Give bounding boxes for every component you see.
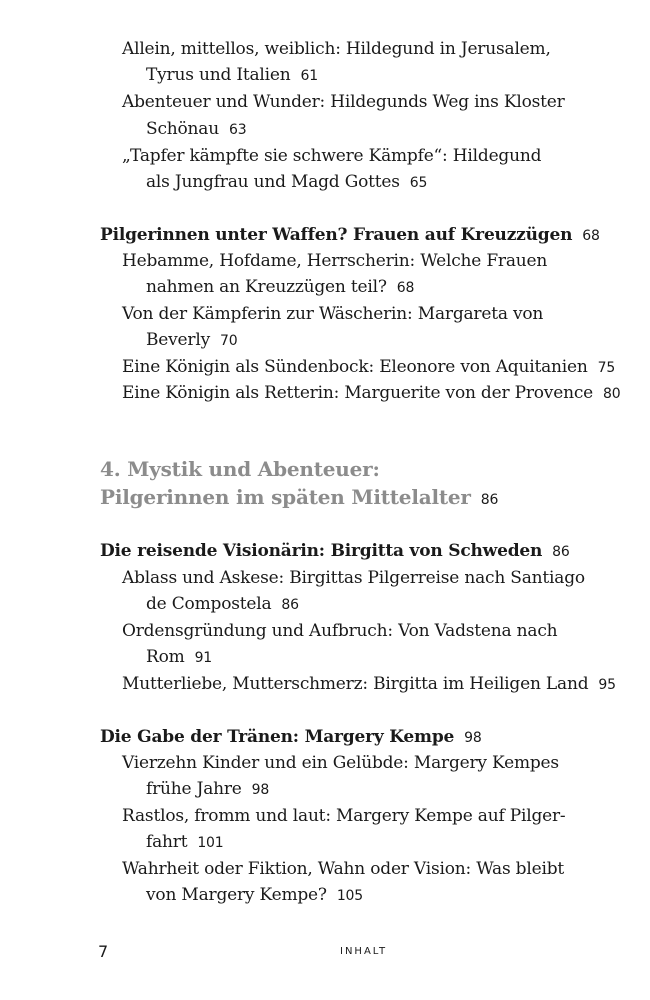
toc-entry-line: fahrt 101	[146, 832, 224, 852]
toc-entry-line: „Tapfer kämpfte sie schwere Kämpfe“: Hildegund	[122, 146, 542, 166]
page-number: 68	[396, 280, 415, 296]
toc-section-heading: Die Gabe der Tränen: Margery Kempe 98	[100, 727, 482, 747]
toc-entry-line: Rom 91	[146, 647, 212, 667]
toc-entry-line: Beverly 70	[146, 330, 238, 350]
page-number: 86	[552, 544, 570, 560]
toc-entry-line: Schönau 63	[146, 119, 247, 139]
page-number: 70	[220, 333, 238, 349]
toc-entry-line: Ordensgründung und Aufbruch: Von Vadstena nach	[122, 621, 558, 641]
page-number: 91	[194, 650, 212, 666]
page-number: 80	[603, 386, 621, 402]
toc-entry-line: Eine Königin als Sündenbock: Eleonore von Aquitanien 75	[122, 357, 616, 377]
toc-entry-line: Abenteuer und Wunder: Hildegunds Weg ins Kloster	[122, 92, 565, 112]
toc-section-heading: Pilgerinnen unter Waffen? Frauen auf Kreuzzügen 68	[100, 225, 600, 245]
page-number: 101	[197, 835, 224, 851]
page-number: 86	[281, 597, 299, 613]
page-number: 63	[228, 122, 247, 138]
toc-entry-line: Ablass und Askese: Birgittas Pilgerreise nach Santiago	[122, 568, 585, 588]
toc-entry-line: Wahrheit oder Fiktion, Wahn oder Vision: Was bleibt	[122, 859, 565, 879]
toc-entry-line: Von der Kämpferin zur Wäscherin: Margareta von	[122, 304, 544, 324]
toc-entry-line: als Jungfrau und Magd Gottes 65	[146, 172, 428, 192]
toc-entry-line: Allein, mittellos, weiblich: Hildegund in Jerusalem,	[122, 39, 551, 59]
toc-entry-line: von Margery Kempe? 105	[146, 885, 363, 905]
page-number: 68	[582, 228, 600, 244]
toc-entry-line: de Compostela 86	[146, 594, 299, 614]
running-head: INHALT	[340, 946, 388, 957]
chapter-heading: Pilgerinnen im späten Mittelalter 86	[100, 485, 499, 509]
page-number: 98	[251, 782, 270, 798]
page-number: 86	[480, 492, 499, 508]
page-number: 75	[597, 360, 616, 376]
toc-entry-line: frühe Jahre 98	[146, 779, 270, 799]
toc-entry-line: Rastlos, fromm und laut: Margery Kempe auf Pilger-	[122, 806, 566, 826]
toc-entry-line: Eine Königin als Retterin: Marguerite von der Provence 80	[122, 383, 621, 403]
toc-entry-line: Vierzehn Kinder und ein Gelübde: Margery Kempes	[122, 753, 559, 773]
toc-section-heading: Die reisende Visionärin: Birgitta von Schweden 86	[100, 541, 570, 561]
toc-entry-line: Tyrus und Italien 61	[146, 65, 318, 85]
page-number: 61	[300, 68, 318, 84]
page-number: 65	[409, 175, 428, 191]
toc-entry-line: Mutterliebe, Mutterschmerz: Birgitta im Heiligen Land 95	[122, 674, 616, 694]
page-folio: 7	[98, 942, 109, 961]
toc-entry-line: Hebamme, Hofdame, Herrscherin: Welche Frauen	[122, 251, 548, 271]
chapter-heading: 4. Mystik und Abenteuer:	[100, 457, 380, 481]
page-number: 105	[336, 888, 363, 904]
page-number: 95	[598, 677, 616, 693]
page-number: 98	[464, 730, 482, 746]
toc-entry-line: nahmen an Kreuzzügen teil? 68	[146, 277, 415, 297]
